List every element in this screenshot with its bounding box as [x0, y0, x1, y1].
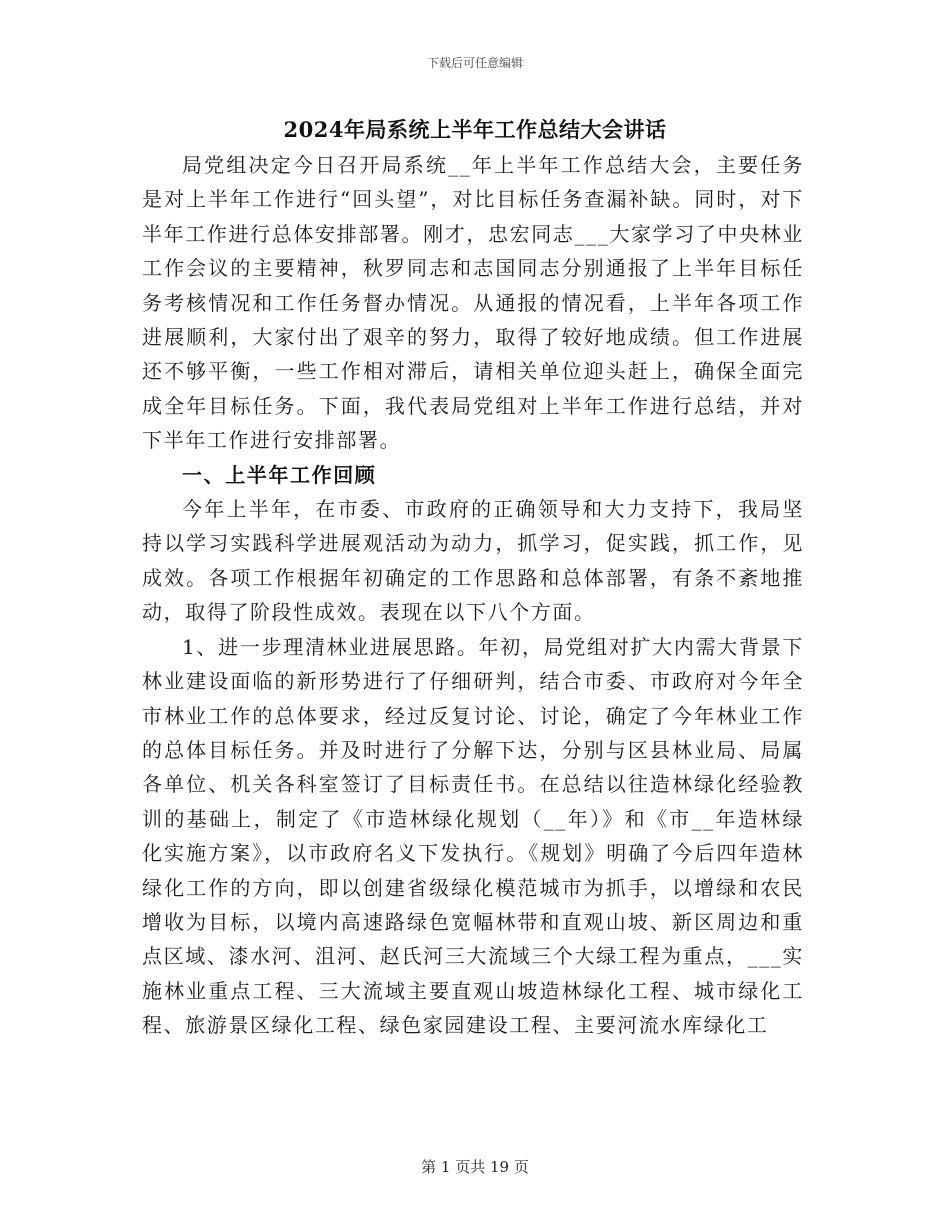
- page-header-note: 下载后可任意编辑: [426, 56, 523, 70]
- page-number: 第 1 页共 19 页: [421, 1158, 529, 1176]
- document-title: 2024年局系统上半年工作总结大会讲话: [283, 117, 667, 142]
- section-heading: 一、上半年工作回顾: [182, 462, 377, 487]
- intro-paragraph: 局党组决定今日召开局系统__年上半年工作总结大会，主要任务是对上半年工作进行“回头望”，对比目标任务查漏补缺。同时，对下半年工作进行总体安排部署。刚才，忠宏同志___大家学习了中央林业工作会议的主要精神，秋罗同志和志国同志分别通报了上半年目标任务考核情况和工作任务督办情况。从通报的情况看，上半年各项工作进展顺利，大家付出了艰辛的努力，取得了较好地成绩。但工作进展还不够平衡，一些工作相对滞后，请相关单位迎头赶上，确保全面完成全年目标任务。下面，我代表局党组对上半年工作进行总结，并对下半年工作进行安排部署。: [142, 153, 804, 453]
- document-body: [142, 148, 804, 1043]
- section-paragraph: 今年上半年，在市委、市政府的正确领导和大力支持下，我局坚持以学习实践科学进展观活动为动力，抓学习，促实践，抓工作，见成效。各项工作根据年初确定的工作思路和总体部署，有条不紊地推动，取得了阶段性成效。表现在以下八个方面。: [142, 497, 804, 625]
- section-paragraph: 1、进一步理清林业进展思路。年初，局党组对扩大内需大背景下林业建设面临的新形势进行了仔细研判，结合市委、市政府对今年全市林业工作的总体要求，经过反复讨论、讨论，确定了今年林业工作的总体目标任务。并及时进行了分解下达，分别与区县林业局、局属各单位、机关各科室签订了目标责任书。在总结以往造林绿化经验教训的基础上，制定了《市造林绿化规划（__年）》和《市__年造林绿化实施方案》，以市政府名义下发执行。《规划》明确了今后四年造林绿化工作的方向，即以创建省级绿化模范城市为抓手，以增绿和农民增收为目标，以境内高速路绿色宽幅林带和直观山坡、新区周边和重点区域、漆水河、沮河、赵氏河三大流域三个大绿工程为重点，___实施林业重点工程、三大流域主要直观山坡造林绿化工程、城市绿化工程、旅游景区绿化工程、绿色家园建设工程、主要河流水库绿化工: [142, 634, 804, 1038]
